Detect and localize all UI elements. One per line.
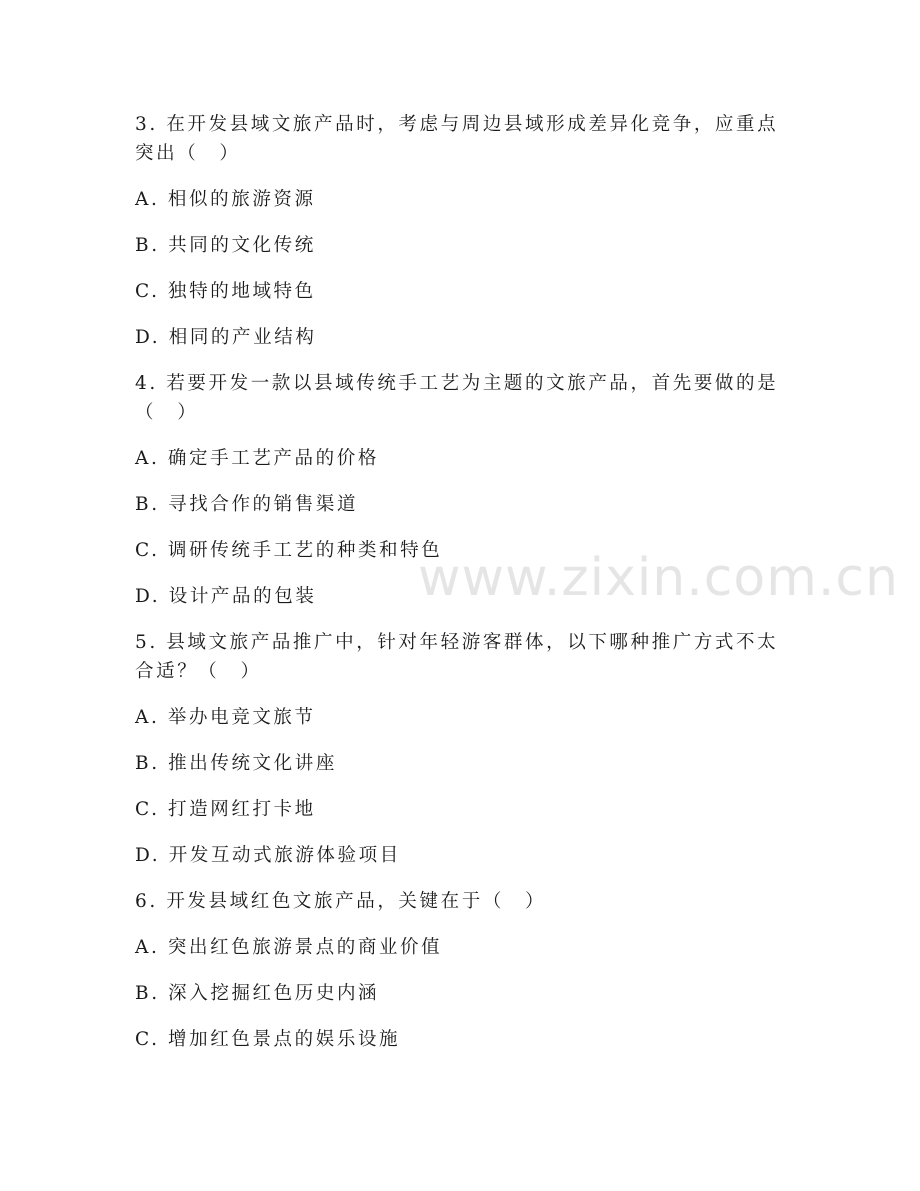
- question-text-line: 4. 若要开发一款以县域传统手工艺为主题的文旅产品，首先要做的是: [135, 373, 779, 394]
- question-text-line: 3. 在开发县域文旅产品时，考虑与周边县域形成差异化竞争，应重点: [135, 114, 779, 135]
- question-text-line: 合适？（ ）: [135, 661, 262, 682]
- option-b: B. 寻找合作的销售渠道: [135, 494, 359, 515]
- option-c: C. 独特的地域特色: [135, 281, 316, 302]
- option-c: C. 打造网红打卡地: [135, 799, 316, 820]
- question-text-line: 突出（ ）: [135, 143, 241, 164]
- option-d: D. 相同的产业结构: [135, 327, 317, 348]
- option-c: C. 调研传统手工艺的种类和特色: [135, 540, 443, 561]
- option-a: A. 相似的旅游资源: [135, 189, 316, 210]
- question-4-stem: [135, 369, 795, 427]
- option-b: B. 共同的文化传统: [135, 235, 316, 256]
- question-3-stem: [135, 110, 795, 168]
- option-a: A. 确定手工艺产品的价格: [135, 448, 379, 469]
- question-text-line: 5. 县域文旅产品推广中，针对年轻游客群体，以下哪种推广方式不太: [135, 632, 779, 653]
- question-text-line: 6. 开发县域红色文旅产品，关键在于（ ）: [135, 891, 547, 912]
- option-a: A. 突出红色旅游景点的商业价值: [135, 937, 443, 958]
- question-5-stem: [135, 628, 795, 686]
- option-b: B. 推出传统文化讲座: [135, 753, 337, 774]
- watermark-text: www.zixin.com.cn: [418, 548, 899, 608]
- option-b: B. 深入挖掘红色历史内涵: [135, 983, 380, 1004]
- question-text-line: （ ）: [135, 402, 199, 423]
- option-d: D. 设计产品的包装: [135, 586, 317, 607]
- option-d: D. 开发互动式旅游体验项目: [135, 845, 401, 866]
- option-c: C. 增加红色景点的娱乐设施: [135, 1029, 401, 1050]
- option-a: A. 举办电竞文旅节: [135, 707, 316, 728]
- question-6-stem: [135, 887, 795, 916]
